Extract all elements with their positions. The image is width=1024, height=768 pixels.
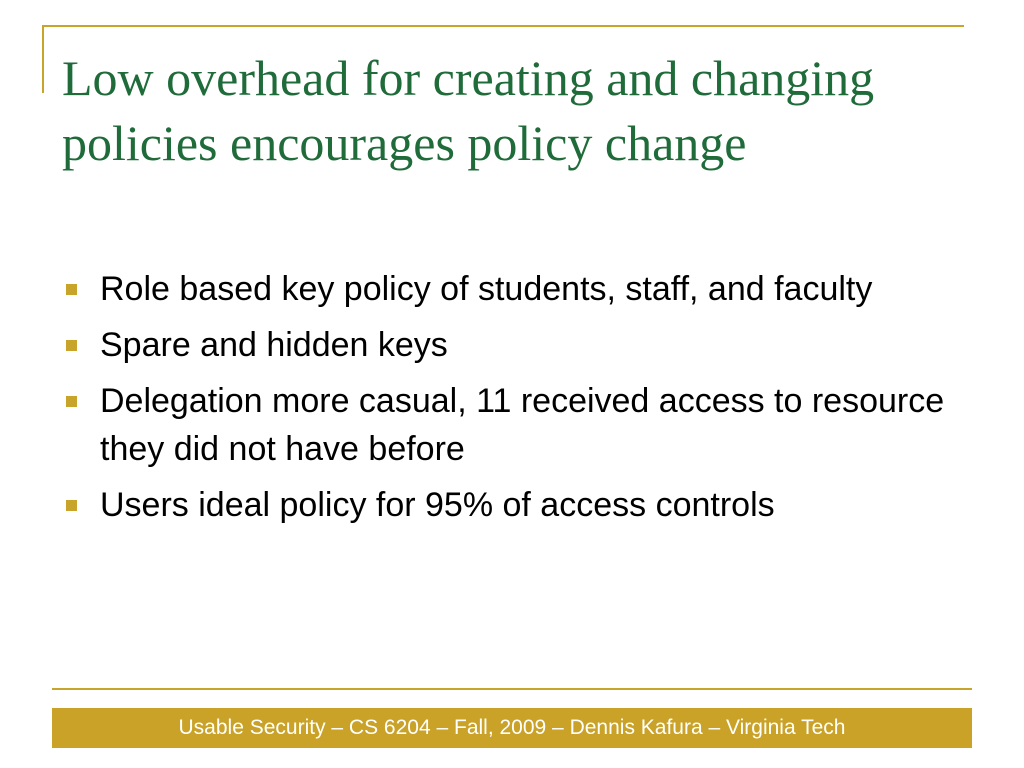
square-bullet-icon <box>66 284 77 295</box>
slide-title: Low overhead for creating and changing policies encourages policy change <box>62 50 875 171</box>
bullet-text: Delegation more casual, 11 received access to resource they did not have before <box>100 382 945 468</box>
bullet-text: Spare and hidden keys <box>100 326 448 364</box>
bullet-item <box>66 265 966 313</box>
bullet-item <box>66 481 966 529</box>
square-bullet-icon <box>66 396 77 407</box>
bullet-item <box>66 377 966 473</box>
bullet-text: Users ideal policy for 95% of access controls <box>100 486 775 524</box>
bullet-text: Role based key policy of students, staff, and faculty <box>100 270 873 308</box>
corner-accent-top <box>42 25 964 27</box>
bullet-item <box>66 321 966 369</box>
square-bullet-icon <box>66 500 77 511</box>
bullet-list <box>66 265 966 537</box>
footer-bar <box>52 708 972 748</box>
footer-divider <box>52 688 972 690</box>
corner-accent-left <box>42 25 44 93</box>
footer-text: Usable Security – CS 6204 – Fall, 2009 – Dennis Kafura – Virginia Tech <box>178 716 846 739</box>
square-bullet-icon <box>66 340 77 351</box>
